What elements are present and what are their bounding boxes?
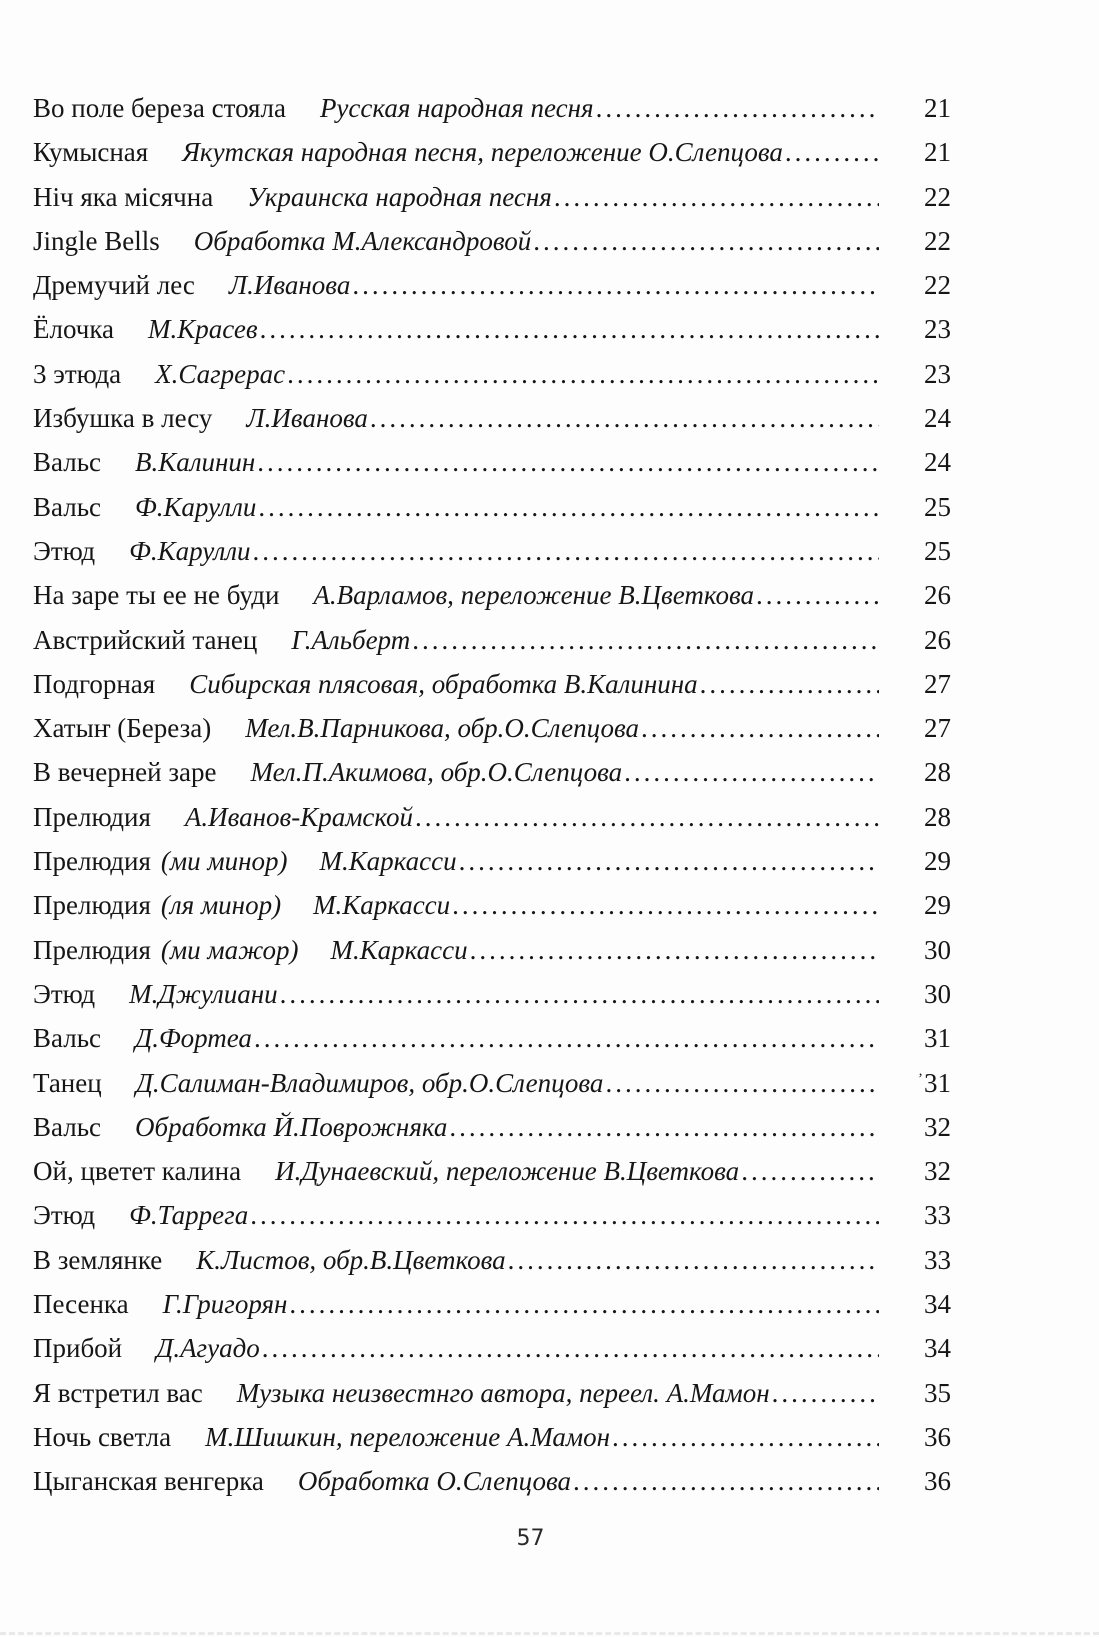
toc-entry-title: Хатыҥ (Береза) bbox=[33, 713, 212, 744]
dot-leader bbox=[554, 175, 879, 219]
dot-leader bbox=[289, 1282, 879, 1326]
toc-entry-title: Ёлочка bbox=[33, 314, 115, 345]
toc-entry bbox=[33, 928, 951, 972]
toc-list bbox=[33, 86, 951, 1504]
toc-entry-title: Прелюдия bbox=[33, 934, 151, 965]
toc-entry-title: Кумысная bbox=[33, 137, 149, 168]
toc-entry bbox=[33, 706, 951, 750]
dot-leader bbox=[262, 1326, 879, 1370]
toc-entry-page bbox=[879, 307, 951, 351]
toc-entry-key-note: (ля минор) bbox=[160, 890, 282, 921]
toc-entry-composer: Украинска народная песня bbox=[247, 181, 552, 212]
dot-leader bbox=[624, 750, 879, 794]
toc-entry bbox=[33, 1459, 951, 1503]
toc-entry-title: Прелюдия bbox=[33, 890, 151, 921]
toc-entry-page bbox=[879, 750, 951, 794]
dot-leader bbox=[596, 86, 879, 130]
toc-entry-page bbox=[879, 352, 951, 396]
toc-entry-title: Танец bbox=[33, 1067, 102, 1098]
toc-entry bbox=[33, 883, 951, 927]
toc-entry-composer: Мел.П.Акимова, обр.О.Слепцова bbox=[250, 757, 623, 788]
toc-entry-page-number: 24 bbox=[924, 403, 951, 434]
toc-entry-page bbox=[879, 86, 951, 130]
toc-entry-title: Ніч яка місячна bbox=[33, 181, 214, 212]
toc-entry-title: 3 этюда bbox=[33, 358, 122, 389]
toc-entry-composer: А.Иванов-Крамской bbox=[184, 801, 414, 832]
toc-entry-title: Ночь светла bbox=[33, 1421, 172, 1452]
dot-leader bbox=[573, 1459, 879, 1503]
toc-entry-page-number: 34 bbox=[924, 1333, 951, 1364]
dot-leader bbox=[254, 1016, 879, 1060]
toc-entry-page bbox=[879, 662, 951, 706]
toc-entry-page bbox=[879, 883, 951, 927]
dot-leader bbox=[641, 706, 879, 750]
page-footer bbox=[0, 1526, 1099, 1551]
toc-entry-page bbox=[879, 440, 951, 484]
dot-leader bbox=[280, 972, 879, 1016]
toc-entry-page-number: 30 bbox=[924, 978, 951, 1009]
toc-entry-title: Дремучий лес bbox=[33, 270, 195, 301]
toc-entry-page bbox=[879, 1016, 951, 1060]
dot-leader bbox=[287, 352, 879, 396]
toc-entry-composer: М.Каркасси bbox=[330, 934, 468, 965]
toc-entry bbox=[33, 1415, 951, 1459]
toc-entry-page bbox=[879, 1282, 951, 1326]
toc-entry bbox=[33, 750, 951, 794]
toc-entry bbox=[33, 1326, 951, 1370]
toc-entry-composer: М.Шишкин, переложение А.Мамон bbox=[205, 1421, 610, 1452]
toc-entry-title: Прибой bbox=[33, 1333, 123, 1364]
toc-entry bbox=[33, 662, 951, 706]
toc-entry bbox=[33, 573, 951, 617]
toc-entry-composer: И.Дунаевский, переложение В.Цветкова bbox=[275, 1156, 740, 1187]
toc-entry-page-number: 22 bbox=[924, 270, 951, 301]
dot-leader bbox=[258, 485, 879, 529]
toc-entry bbox=[33, 352, 951, 396]
toc-entry bbox=[33, 219, 951, 263]
toc-entry bbox=[33, 307, 951, 351]
toc-entry bbox=[33, 263, 951, 307]
toc-entry-composer: Якутская народная песня, переложение О.Слепцова bbox=[182, 137, 783, 168]
toc-entry-composer: Л.Иванова bbox=[246, 403, 368, 434]
dot-leader bbox=[352, 263, 879, 307]
toc-entry-title: Ой, цветет калина bbox=[33, 1156, 242, 1187]
dot-leader bbox=[785, 130, 879, 174]
toc-entry bbox=[33, 86, 951, 130]
dot-leader bbox=[533, 219, 879, 263]
print-speck-artifact: ’ bbox=[918, 1071, 923, 1088]
dot-leader bbox=[452, 883, 879, 927]
toc-entry bbox=[33, 795, 951, 839]
toc-entry-title: Вальс bbox=[33, 491, 102, 522]
toc-entry bbox=[33, 175, 951, 219]
dot-leader bbox=[412, 618, 879, 662]
toc-entry-composer: Мел.В.Парникова, обр.О.Слепцова bbox=[245, 713, 639, 744]
toc-entry-page-number: 29 bbox=[924, 846, 951, 877]
toc-entry-page-number: 25 bbox=[924, 535, 951, 566]
dot-leader bbox=[470, 928, 879, 972]
dot-leader bbox=[449, 1105, 879, 1149]
toc-entry-composer: Музыка неизвестнго автора, переел. А.Мамон bbox=[236, 1377, 770, 1408]
toc-entry-composer: Д.Салиман-Владимиров, обр.О.Слепцова bbox=[135, 1067, 604, 1098]
toc-entry bbox=[33, 130, 951, 174]
toc-entry bbox=[33, 1371, 951, 1415]
toc-entry bbox=[33, 485, 951, 529]
toc-entry-page bbox=[879, 972, 951, 1016]
toc-entry-composer: В.Калинин bbox=[135, 447, 256, 478]
toc-entry-composer: Обработка Й.Поврожняка bbox=[135, 1111, 448, 1142]
toc-entry-title: Вальс bbox=[33, 1111, 102, 1142]
toc-entry-page bbox=[879, 263, 951, 307]
toc-entry-page-number: 21 bbox=[924, 93, 951, 123]
toc-entry bbox=[33, 972, 951, 1016]
toc-entry-composer: М.Красев bbox=[148, 314, 258, 345]
toc-entry-page-number: 32 bbox=[924, 1111, 951, 1142]
toc-entry bbox=[33, 1149, 951, 1193]
toc-entry-key-note: (ми минор) bbox=[160, 846, 288, 877]
toc-entry-page-number: 27 bbox=[924, 668, 951, 699]
dot-leader bbox=[772, 1371, 879, 1415]
toc-entry bbox=[33, 839, 951, 883]
toc-entry-page-number: 36 bbox=[924, 1421, 951, 1452]
toc-entry-page bbox=[879, 1149, 951, 1193]
toc-entry-page-number: 27 bbox=[924, 713, 951, 744]
dot-leader bbox=[370, 396, 879, 440]
toc-entry-composer: Л.Иванова bbox=[228, 270, 351, 301]
dot-leader bbox=[253, 529, 879, 573]
toc-entry-composer: А.Варламов, переложение В.Цветкова bbox=[313, 580, 754, 611]
toc-entry-composer: Ф.Карулли bbox=[135, 491, 257, 522]
toc-entry-page bbox=[879, 928, 951, 972]
dot-leader bbox=[700, 662, 879, 706]
toc-entry-title: Этюд bbox=[33, 978, 96, 1009]
toc-entry-page bbox=[879, 1105, 951, 1149]
toc-entry-page-number: 28 bbox=[924, 757, 951, 788]
toc-entry-key-note: (ми мажор) bbox=[160, 934, 299, 965]
toc-entry-title: На заре ты ее не буди bbox=[33, 580, 280, 611]
toc-entry-page-number: 31 bbox=[924, 1067, 951, 1098]
toc-entry-page-number: 22 bbox=[924, 181, 951, 212]
toc-entry-page-number: 35 bbox=[924, 1377, 951, 1408]
toc-entry-page bbox=[879, 1371, 951, 1415]
toc-entry bbox=[33, 1193, 951, 1237]
toc-entry-composer: М.Каркасси bbox=[319, 846, 457, 877]
toc-entry-page-number: 22 bbox=[924, 225, 951, 256]
toc-entry-page bbox=[879, 529, 951, 573]
toc-entry-page bbox=[879, 573, 951, 617]
toc-entry-page-number: 36 bbox=[924, 1466, 951, 1497]
toc-entry bbox=[33, 396, 951, 440]
toc-entry-page bbox=[879, 175, 951, 219]
toc-entry-page-number: 33 bbox=[924, 1200, 951, 1231]
toc-entry-composer: Г.Григорян bbox=[162, 1289, 288, 1320]
toc-entry bbox=[33, 529, 951, 573]
toc-entry bbox=[33, 1061, 951, 1105]
toc-entry-title: Прелюдия bbox=[33, 846, 151, 877]
dot-leader bbox=[257, 440, 879, 484]
toc-entry bbox=[33, 1016, 951, 1060]
toc-entry-composer: М.Каркасси bbox=[313, 890, 451, 921]
toc-entry bbox=[33, 1282, 951, 1326]
toc-entry-page bbox=[879, 1193, 951, 1237]
toc-entry-page-number: 24 bbox=[924, 447, 951, 478]
toc-entry-composer: Д.Фортеа bbox=[135, 1023, 252, 1054]
toc-entry-composer: Сибирская плясовая, обработка В.Калинина bbox=[189, 668, 698, 699]
dot-leader bbox=[250, 1193, 879, 1237]
toc-entry-page bbox=[879, 130, 951, 174]
toc-entry-title: В вечерней заре bbox=[33, 757, 217, 788]
toc-entry-page-number: 33 bbox=[924, 1244, 951, 1275]
dot-leader bbox=[756, 573, 879, 617]
toc-entry bbox=[33, 1105, 951, 1149]
folio-page-number: 57 bbox=[516, 1526, 545, 1551]
dot-leader bbox=[459, 839, 879, 883]
toc-entry-title: Этюд bbox=[33, 535, 96, 566]
toc-entry-title: Цыганская венгерка bbox=[33, 1466, 264, 1497]
dot-leader bbox=[260, 307, 879, 351]
toc-entry bbox=[33, 618, 951, 662]
toc-entry-title: Избушка в лесу bbox=[33, 403, 213, 434]
toc-entry-composer: Обработка М.Александровой bbox=[193, 225, 532, 256]
toc-entry-page bbox=[879, 1326, 951, 1370]
toc-entry-page-number: 26 bbox=[924, 624, 951, 655]
toc-entry-page-number: 21 bbox=[924, 137, 951, 168]
toc-entry-composer: Ф.Карулли bbox=[129, 535, 251, 566]
toc-entry-title: Австрийский танец bbox=[33, 624, 258, 655]
toc-entry-page bbox=[879, 1238, 951, 1282]
toc-entry-page bbox=[879, 1459, 951, 1503]
toc-entry-page-number: 23 bbox=[924, 314, 951, 345]
toc-entry-page-number: 23 bbox=[924, 358, 951, 389]
toc-entry-composer: К.Листов, обр.В.Цветкова bbox=[196, 1244, 506, 1275]
toc-entry-page-number: 31 bbox=[924, 1023, 951, 1054]
toc-entry-composer: Ф.Таррега bbox=[129, 1200, 249, 1231]
toc-entry-title: Прелюдия bbox=[33, 801, 151, 832]
toc-entry-title: Во поле береза стояла bbox=[33, 93, 286, 123]
toc-entry-page bbox=[879, 618, 951, 662]
toc-entry-title: Этюд bbox=[33, 1200, 96, 1231]
toc-entry-page bbox=[879, 219, 951, 263]
toc-entry-title: Песенка bbox=[33, 1289, 129, 1320]
dot-leader bbox=[605, 1061, 879, 1105]
toc-entry-page bbox=[879, 1415, 951, 1459]
toc-entry-page-number: 34 bbox=[924, 1289, 951, 1320]
dot-leader bbox=[508, 1238, 879, 1282]
toc-entry-page-number: 30 bbox=[924, 934, 951, 965]
toc-entry-title: Вальс bbox=[33, 1023, 102, 1054]
toc-entry-page-number: 32 bbox=[924, 1156, 951, 1187]
toc-entry-composer: М.Джулиани bbox=[129, 978, 278, 1009]
dot-leader bbox=[415, 795, 879, 839]
toc-entry-title: Подгорная bbox=[33, 668, 156, 699]
toc-entry-composer: Д.Агуадо bbox=[156, 1333, 260, 1364]
toc-entry-page bbox=[879, 795, 951, 839]
toc-entry-title: Вальс bbox=[33, 447, 102, 478]
toc-entry-page-number: 29 bbox=[924, 890, 951, 921]
toc-entry-page bbox=[879, 706, 951, 750]
toc-entry-page bbox=[879, 396, 951, 440]
toc-entry-composer: Х.Сагрерас bbox=[155, 358, 286, 389]
toc-entry-composer: Русская народная песня bbox=[319, 93, 594, 123]
toc-entry bbox=[33, 1238, 951, 1282]
dot-leader bbox=[741, 1149, 879, 1193]
toc-entry-page bbox=[879, 485, 951, 529]
toc-entry-page-number: 28 bbox=[924, 801, 951, 832]
toc-entry-title: Jingle Bells bbox=[33, 225, 160, 256]
toc-entry-page bbox=[879, 1061, 951, 1110]
toc-entry-page-number: 25 bbox=[924, 491, 951, 522]
toc-entry bbox=[33, 440, 951, 484]
toc-entry-title: Я встретил вас bbox=[33, 1377, 203, 1408]
toc-entry-page-number: 26 bbox=[924, 580, 951, 611]
toc-entry-title: В землянке bbox=[33, 1244, 163, 1275]
dot-leader bbox=[612, 1415, 879, 1459]
toc-entry-composer: Г.Альберт bbox=[291, 624, 411, 655]
toc-entry-page bbox=[879, 839, 951, 883]
scan-edge-artifact bbox=[0, 1632, 1099, 1635]
toc-entry-composer: Обработка О.Слепцова bbox=[297, 1466, 571, 1497]
